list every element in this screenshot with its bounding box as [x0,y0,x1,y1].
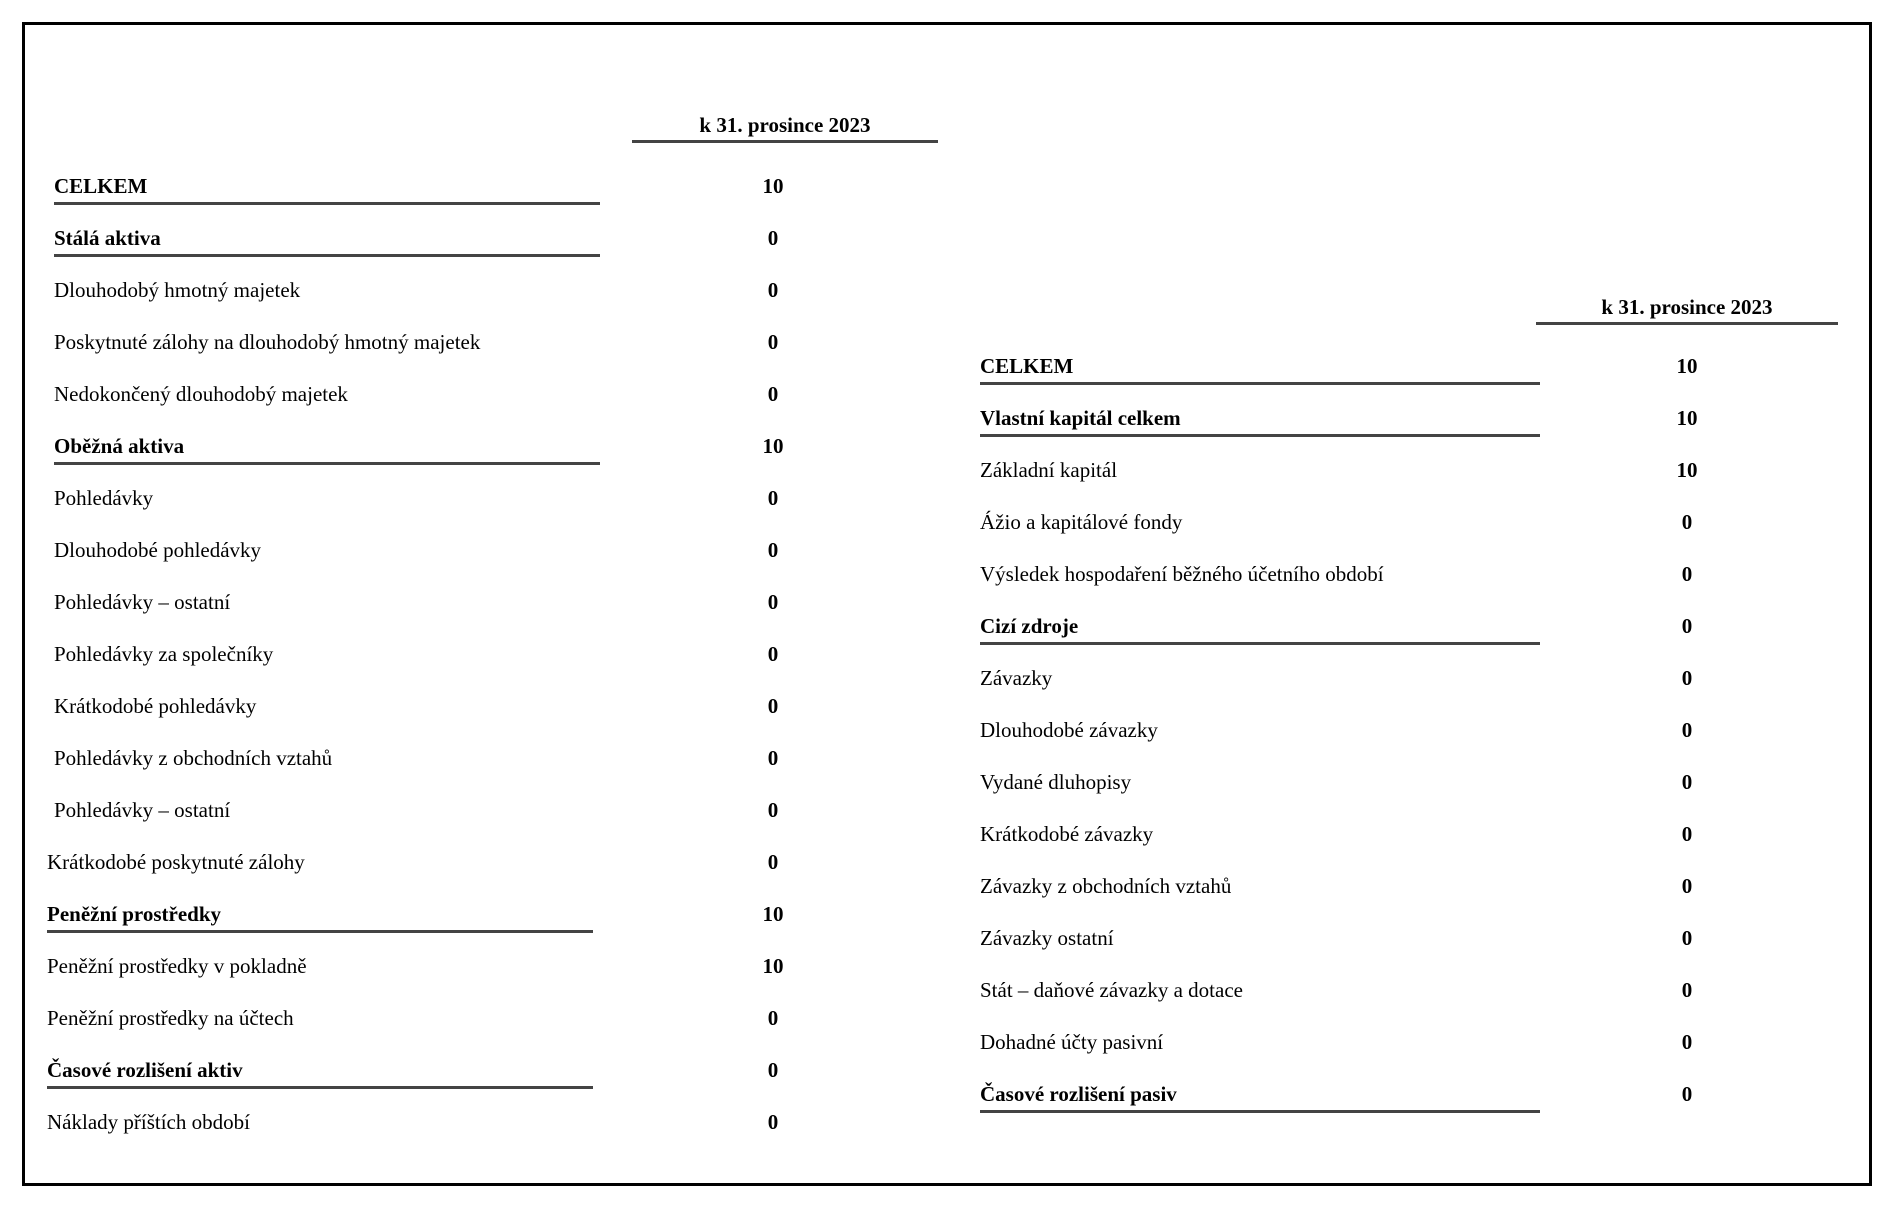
row-value: 0 [1681,978,1693,1002]
row-label: Pohledávky – ostatní [54,798,231,822]
row-value: 0 [767,382,779,406]
table-row [970,342,1850,394]
assets-rows [40,162,940,1150]
row-value: 0 [767,850,779,874]
row-label: Závazky z obchodních vztahů [980,874,1232,898]
row-value: 0 [1681,614,1693,638]
row-value: 0 [767,278,779,302]
assets-period-heading: k 31. prosince 2023 [632,110,938,143]
row-label: Dlouhodobé závazky [980,718,1158,742]
table-row [40,994,940,1046]
row-value: 0 [767,330,779,354]
row-label: Krátkodobé závazky [980,822,1154,846]
table-row [40,162,940,214]
liabilities-rows [970,342,1850,1122]
row-label: Základní kapitál [980,458,1118,482]
row-label: Pohledávky za společníky [54,642,274,666]
table-row [970,914,1850,966]
table-row [970,550,1850,602]
table-row [970,1070,1850,1122]
row-value: 0 [767,1006,779,1030]
table-row [40,474,940,526]
row-value: 10 [1676,406,1698,430]
row-value: 10 [1676,458,1698,482]
row-label: Vydané dluhopisy [980,770,1132,794]
row-label: Závazky [980,666,1053,690]
table-row [970,446,1850,498]
row-value: 10 [1676,354,1698,378]
row-label: Pohledávky – ostatní [54,590,231,614]
table-row [970,758,1850,810]
row-value: 0 [1681,1082,1693,1106]
row-label: Ážio a kapitálové fondy [980,510,1183,534]
row-value: 0 [767,642,779,666]
table-row [970,654,1850,706]
row-value: 0 [1681,926,1693,950]
row-value: 0 [1681,770,1693,794]
row-value: 0 [767,746,779,770]
row-label: Časové rozlišení aktiv [47,1056,593,1089]
row-label: CELKEM [54,172,600,205]
row-value: 0 [1681,1030,1693,1054]
row-value: 0 [767,590,779,614]
liabilities-period-heading: k 31. prosince 2023 [1536,292,1838,325]
row-value: 0 [767,694,779,718]
row-label: Cizí zdroje [980,612,1540,645]
table-row [970,810,1850,862]
row-value: 0 [767,486,779,510]
row-label: Peněžní prostředky [47,900,593,933]
row-label: Poskytnuté zálohy na dlouhodobý hmotný majetek [54,330,481,354]
row-label: CELKEM [980,352,1540,385]
row-label: Náklady příštích období [47,1110,250,1134]
table-row [970,498,1850,550]
table-row [40,682,940,734]
row-value: 0 [1681,510,1693,534]
row-label: Dlouhodobé pohledávky [54,538,262,562]
row-label: Peněžní prostředky v pokladně [47,954,307,978]
table-row [40,214,940,266]
row-label: Peněžní prostředky na účtech [47,1006,294,1030]
row-label: Stálá aktiva [54,224,600,257]
table-row [970,1018,1850,1070]
table-row [40,942,940,994]
row-value: 10 [762,434,784,458]
row-label: Pohledávky z obchodních vztahů [54,746,333,770]
row-value: 0 [1681,874,1693,898]
row-value: 10 [762,902,784,926]
row-value: 10 [762,954,784,978]
row-label: Vlastní kapitál celkem [980,404,1540,437]
table-row [40,1098,940,1150]
row-value: 0 [1681,666,1693,690]
row-value: 0 [767,798,779,822]
table-row [40,890,940,942]
row-value: 0 [1681,562,1693,586]
table-row [970,706,1850,758]
table-row [40,526,940,578]
table-row [40,422,940,474]
row-label: Výsledek hospodaření běžného účetního období [980,562,1384,586]
row-label: Dohadné účty pasivní [980,1030,1164,1054]
table-row [40,1046,940,1098]
row-label: Krátkodobé poskytnuté zálohy [47,850,305,874]
row-value: 0 [767,538,779,562]
row-label: Krátkodobé pohledávky [54,694,257,718]
table-row [970,394,1850,446]
row-label: Nedokončený dlouhodobý majetek [54,382,348,406]
table-row [40,578,940,630]
row-value: 0 [767,1110,779,1134]
row-value: 0 [1681,718,1693,742]
row-label: Oběžná aktiva [54,432,600,465]
table-row [40,838,940,890]
row-value: 0 [1681,822,1693,846]
row-label: Dlouhodobý hmotný majetek [54,278,301,302]
table-row [40,786,940,838]
table-row [40,266,940,318]
row-label: Pohledávky [54,486,154,510]
row-label: Časové rozlišení pasiv [980,1080,1540,1113]
row-value: 0 [767,226,779,250]
table-row [40,630,940,682]
row-label: Závazky ostatní [980,926,1114,950]
table-row [970,602,1850,654]
row-value: 10 [762,174,784,198]
table-row [40,370,940,422]
row-label: Stát – daňové závazky a dotace [980,978,1243,1002]
row-value: 0 [767,1058,779,1082]
table-row [40,318,940,370]
table-row [40,734,940,786]
table-row [970,966,1850,1018]
table-row [970,862,1850,914]
